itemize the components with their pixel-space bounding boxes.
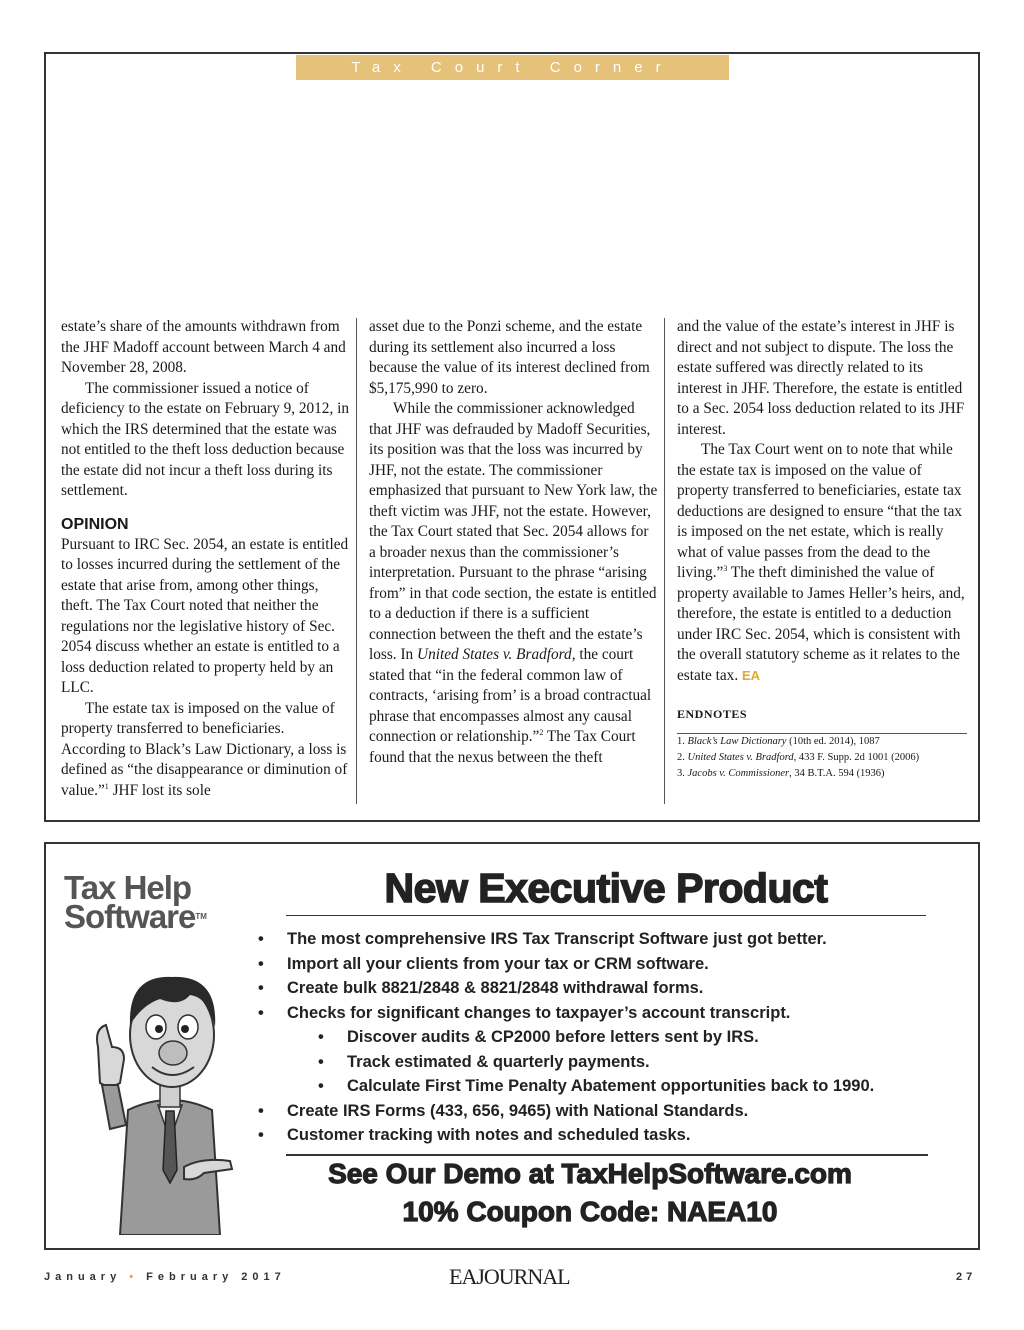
endnote-title: Jacobs v. Commissioner: [687, 767, 790, 779]
endnote-number: 2.: [677, 751, 688, 763]
section-banner: Tax Court Corner: [296, 55, 729, 80]
endnote-title: Black’s Law Dictionary: [687, 735, 787, 747]
issue-month-year: February 2017: [146, 1271, 286, 1283]
cartoon-businessman-illustration: [80, 935, 260, 1235]
paragraph-text: The theft diminished the value of property available to James Heller’s heirs, and, therefore, the estate is entitled to a deduction under IRC Sec. 2054, which is consistent with the overall statutory scheme as it relates to the estate tax.: [677, 564, 965, 684]
feature-subitem: • Discover audits & CP2000 before letters sent by IRS.: [258, 1025, 958, 1050]
issue-date: [44, 1271, 286, 1283]
coupon-code-text: 10% Coupon Code: NAEA10: [402, 1196, 778, 1227]
logo-text: Software: [64, 898, 196, 935]
paragraph: [369, 399, 659, 768]
paragraph-text: The Tax Court went on to note that while the estate tax is imposed on the value of property transferred to beneficiaries, estate tax deductions are designed to ensure “that the tax is imposed on the net estate, which is really what of value passes from the dead to the living.”: [677, 441, 963, 581]
endnote-detail: , 433 F. Supp. 2d 1001 (2006): [793, 751, 920, 763]
footnote-ref: 3: [723, 563, 728, 573]
issue-month: January: [44, 1271, 122, 1283]
endnote-item: [677, 750, 967, 766]
paragraph-text: While the commissioner acknowledged that JHF was defrauded by Madoff Securities, its position was that the loss was incurred by JHF, not the estate. The commissioner emphasized that pursuant to New York law, the theft victim was JHF, not the estate. However, the Tax Court stated that Sec. 2054 allows for a broader nexus than the commissioner’s interpretation. Pursuant to the phrase “arising from” in that code section, the estate is entitled to a deduction if there is a sufficient connection between the theft and the estate’s loss. In: [369, 400, 658, 663]
section-heading: OPINION: [61, 515, 129, 533]
paragraph: asset due to the Ponzi scheme, and the estate during its settlement also incurred a loss because the value of its interest declined from $5,175,990 to zero.: [369, 318, 650, 397]
endnote-item: [677, 766, 967, 782]
feature-subitem: • Calculate First Time Penalty Abatement opportunities back to 1990.: [258, 1074, 958, 1099]
footnote-ref: 1: [104, 781, 109, 791]
feature-subitem: • Track estimated & quarterly payments.: [258, 1050, 958, 1075]
feature-item: • Checks for significant changes to taxpayer’s account transcript.: [258, 1001, 958, 1026]
ad-headline: New Executive Product: [286, 865, 926, 916]
ad-feature-list: [258, 927, 958, 1148]
paragraph-text: The Tax Court found that the nexus between the theft: [369, 728, 636, 766]
feature-item: • Customer tracking with notes and scheduled tasks.: [258, 1123, 958, 1148]
paragraph-text: , the court stated that “in the federal common law of contracts, ‘arising from’ is a broad contractual phrase that encompasses almost any causal connection or relationship.”: [369, 646, 652, 745]
endnote-detail: , 34 B.T.A. 594 (1936): [789, 767, 885, 779]
endnotes-heading: ENDNOTES: [677, 704, 967, 734]
article-column-3: [677, 317, 967, 782]
feature-item: • The most comprehensive IRS Tax Transcript Software just got better.: [258, 927, 958, 952]
ea-end-mark: EA: [741, 667, 761, 683]
ea-journal-logo: EAJOURNAL: [449, 1264, 570, 1289]
endnote-detail: (10th ed. 2014), 1087: [786, 735, 880, 747]
feature-item: • Import all your clients from your tax or CRM software.: [258, 952, 958, 977]
case-citation: United States v. Bradford: [417, 646, 572, 663]
feature-item: • Create bulk 8821/2848 & 8821/2848 withdrawal forms.: [258, 976, 958, 1001]
endnote-number: 3.: [677, 767, 688, 779]
paragraph: The commissioner issued a notice of deficiency to the estate on February 9, 2012, in which the IRS determined that the estate was not entitled to the theft loss deduction because the estate did not incur a theft loss during its settlement.: [61, 379, 350, 499]
paragraph-text: The estate tax is imposed on the value of property transferred to beneficiaries. According to Black’s Law Dictionary, a loss is defined as “the disappearance or diminution of value.”: [61, 699, 348, 799]
paragraph: Pursuant to IRC Sec. 2054, an estate is entitled to losses incurred during the settlement of the estate that arise from, among other things, theft. The Tax Court noted that neither the regulations nor the legislative history of Sec. 2054 discuss whether an estate is entitled to a loss deduction related to property held by an LLC.: [61, 535, 349, 696]
tax-help-software-logo: [64, 869, 224, 935]
logo-line: [64, 898, 224, 935]
date-separator: •: [121, 1271, 147, 1283]
paragraph: estate’s share of the amounts withdrawn from the JHF Madoff account between March 4 and November 28, 2008.: [61, 318, 346, 376]
endnote-item: [677, 734, 967, 750]
article-column-1: [61, 317, 351, 801]
footnote-ref: 2: [539, 727, 544, 737]
article-column-2: [369, 317, 659, 768]
demo-link-text: See Our Demo at TaxHelpSoftware.com: [328, 1158, 852, 1189]
paragraph: [61, 699, 351, 802]
endnote-title: United States v. Bradford: [687, 751, 794, 763]
paragraph-text: JHF lost its sole: [108, 781, 211, 799]
column-divider: [356, 318, 357, 804]
page-number: 27: [956, 1271, 977, 1283]
logo-line: Tax Help: [64, 869, 192, 906]
feature-item: • Create IRS Forms (433, 656, 9465) with National Standards.: [258, 1099, 958, 1124]
ad-divider: [286, 1154, 928, 1156]
column-divider: [664, 318, 665, 804]
trademark-mark: TM: [195, 912, 207, 921]
paragraph: [677, 440, 967, 686]
endnote-number: 1.: [677, 735, 688, 747]
paragraph: and the value of the estate’s interest in JHF is direct and not subject to dispute. The loss the estate suffered was directly related to its interest in JHF. Therefore, the estate is entitled to a Sec. 2054 loss deduction related to its JHF interest.: [677, 318, 965, 438]
